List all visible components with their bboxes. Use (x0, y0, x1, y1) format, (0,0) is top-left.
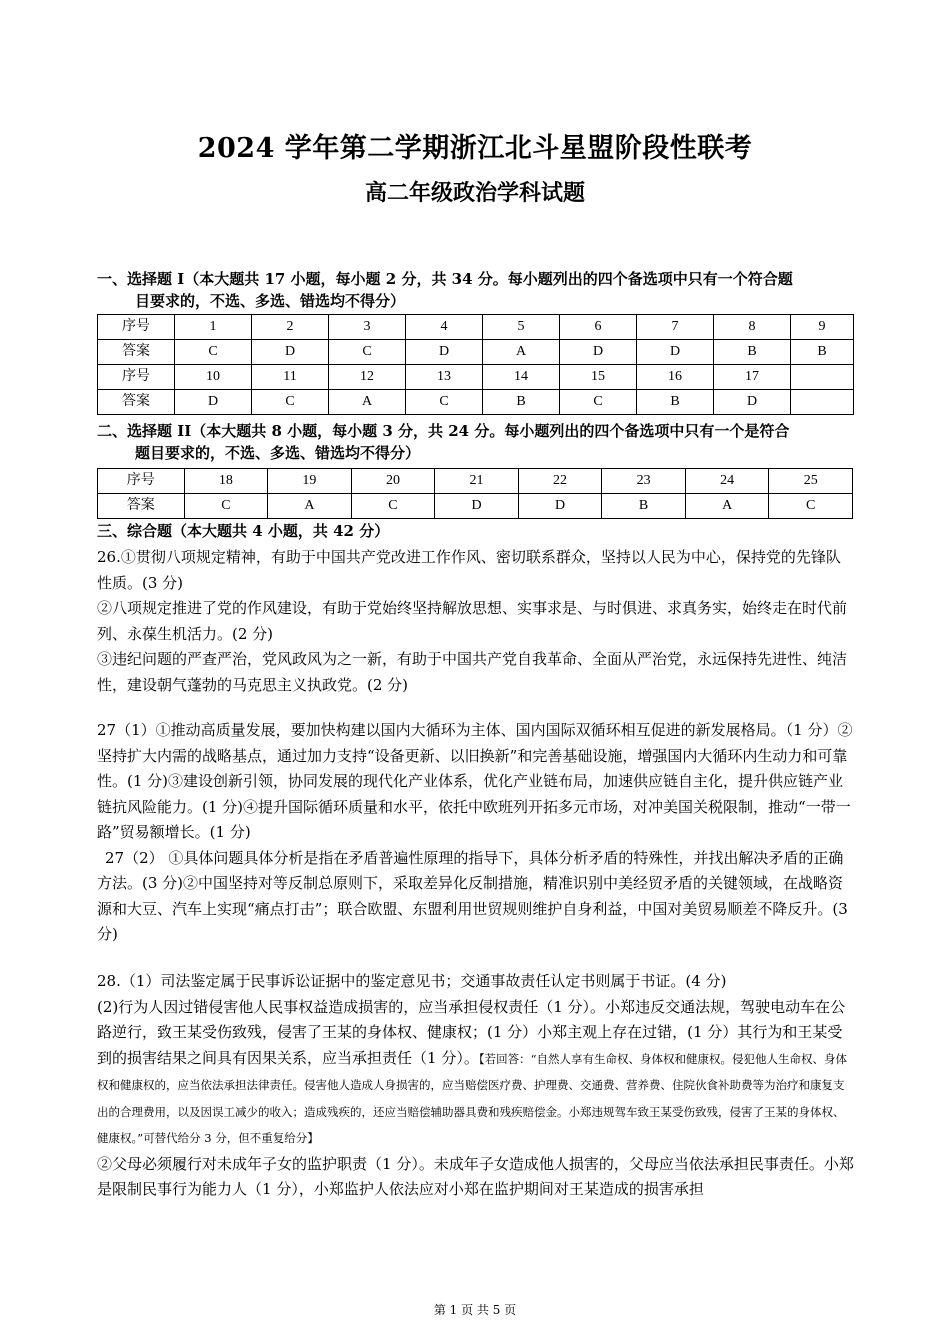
table2-cell: 19 (268, 469, 352, 494)
table1-cell: 1 (175, 315, 252, 340)
section1-heading (97, 268, 857, 312)
table2-cell: 21 (435, 469, 519, 494)
question-26 (97, 545, 855, 698)
table1-row (98, 365, 854, 390)
table1-cell: B (714, 340, 791, 365)
table1-row-label: 答案 (98, 390, 175, 415)
table1-cell: 15 (560, 365, 637, 390)
table1-cell: 2 (252, 315, 329, 340)
table2-cell: A (268, 494, 352, 519)
table1-cell (791, 365, 854, 390)
table1-cell: C (406, 390, 483, 415)
section3-heading: 三、综合题（本大题共 4 小题，共 42 分） (97, 522, 390, 540)
q26-point-2: ②八项规定推进了党的作风建设，有助于党始终坚持解放思想、实事求是、与时俱进、求真务实，始终走在时代前列、永葆生机活力。(2 分) (97, 599, 848, 643)
table2-cell: C (769, 494, 853, 519)
q27-part-2: 27（2） ①具体问题具体分析是指在矛盾普遍性原理的指导下，具体分析矛盾的特殊性，并找出解决矛盾的正确方法。(3 分)②中国坚持对等反制总原则下，采取差异化反制措施，精准识别中美经贸矛盾的关键领域，在战略资源和大豆、汽车上实现“痛点打击”；联合欧盟、东盟利用世贸规则维护自身利益，中国对美贸易顺差不降反升。(3 分) (97, 848, 848, 943)
table1-cell: 6 (560, 315, 637, 340)
question-27 (97, 718, 855, 948)
table1-cell: 10 (175, 365, 252, 390)
table1-cell: A (483, 340, 560, 365)
table2-cell: C (351, 494, 435, 519)
document-title: 2024 学年第二学期浙江北斗星盟阶段性联考 (197, 133, 753, 164)
section2-heading-line1: 二、选择题 II（本大题共 8 小题，每小题 3 分，共 24 分。每小题列出的四个备选项中只有一个是符合 (97, 422, 790, 440)
table1-cell: B (791, 340, 854, 365)
table1-cell: 12 (329, 365, 406, 390)
section2-heading-line2: 题目要求的，不选、多选、错选均不得分） (135, 444, 421, 462)
table1-cell: 9 (791, 315, 854, 340)
table1-cell: D (714, 390, 791, 415)
table2-cell: A (685, 494, 769, 519)
q27-part-1: 27（1）①推动高质量发展，要加快构建以国内大循环为主体、国内国际双循环相互促进的新发展格局。（1 分）②坚持扩大内需的战略基点，通过加力支持“设备更新、以旧换新”和完善基础设施，增强国内大循环内生动力和可靠性。(1 分)③建设创新引领，协同发展的现代化产业体系，优化产业链布局，加速供应链自主化，提升供应链产业链抗风险能力。(1 分)④提升国际循环质量和水平，依托中欧班列开拓多元市场，对冲美国关税限制，推动“一带一路”贸易额增长。(1 分) (97, 721, 853, 841)
section1-heading-line1: 一、选择题 I（本大题共 17 小题，每小题 2 分，共 34 分。每小题列出的四个备选项中只有一个符合题 (97, 270, 793, 288)
table1-cell: B (483, 390, 560, 415)
table2-row (98, 494, 853, 519)
table1-cell: D (406, 340, 483, 365)
table2-cell: 23 (602, 469, 686, 494)
table1-cell: D (252, 340, 329, 365)
table1-cell: A (329, 390, 406, 415)
answer-table-2 (97, 468, 853, 519)
q28-part-1: 28.（1）司法鉴定属于民事诉讼证据中的鉴定意见书；交通事故责任认定书则属于书证。(4 分) (97, 972, 727, 990)
table2-cell: 18 (184, 469, 268, 494)
table1-cell: C (252, 390, 329, 415)
table2-cell: D (435, 494, 519, 519)
table2-cell: C (184, 494, 268, 519)
table1-row-label: 序号 (98, 315, 175, 340)
table1-row (98, 315, 854, 340)
q28-part-3: ②父母必须履行对未成年子女的监护职责（1 分）。未成年子女造成他人损害的，父母应当依法承担民事责任。小郑是限制民事行为能力人（1 分），小郑监护人依法应对小郑在监护期间对王某造成的损害承担 (97, 1154, 854, 1198)
table1-cell: 17 (714, 365, 791, 390)
table1-cell: 14 (483, 365, 560, 390)
table1-row (98, 390, 854, 415)
q28-part-2 (97, 995, 855, 1152)
table1-row (98, 340, 854, 365)
q26-point-1: 26.①贯彻八项规定精神，有助于中国共产党改进工作作风、密切联系群众，坚持以人民为中心，保持党的先锋队性质。(3 分) (97, 548, 841, 592)
section2-heading (97, 420, 857, 464)
table2-cell: 24 (685, 469, 769, 494)
table1-cell: B (637, 390, 714, 415)
table1-row-label: 答案 (98, 340, 175, 365)
table1-cell: D (637, 340, 714, 365)
table1-cell: 7 (637, 315, 714, 340)
table1-cell: C (560, 390, 637, 415)
section1-heading-line2: 目要求的，不选、多选、错选均不得分） (135, 292, 406, 310)
table2-row-label: 序号 (98, 469, 185, 494)
table1-cell: 8 (714, 315, 791, 340)
q28-part-2-main: (2)行为人因过错侵害他人民事权益造成损害的，应当承担侵权责任（1 分）。小郑违反交通法规，驾驶电动车在公路逆行，致王某受伤致残，侵害了王某的身体权、健康权；(1 分）小郑主观上存在过错，(1 分）其行为和王某受到的损害结果之间具有因果关系，应当承担责任（1 分）。 (97, 997, 846, 1067)
table1-cell: 13 (406, 365, 483, 390)
table1-cell: 11 (252, 365, 329, 390)
question-28 (97, 969, 855, 1203)
table2-cell: 25 (769, 469, 853, 494)
table2-cell: 22 (518, 469, 602, 494)
q28-part-2-note: 【若回答：“自然人享有生命权、身体权和健康权。侵犯他人生命权、身体权和健康权的，应当依法承担法律责任。侵害他人造成人身损害的，应当赔偿医疗费、护理费、交通费、营养费、住院伙食补助费等为治疗和康复支出的合理费用，以及因误工减少的收入；造成残疾的，还应当赔偿辅助器具费和残疾赔偿金。小郑违规驾车致王某受伤致残，侵害了王某的身体权、健康权。”可替代给分 3 分，但不重复给分】 (97, 1051, 847, 1145)
table2-cell: 20 (351, 469, 435, 494)
table2-row-label: 答案 (98, 494, 185, 519)
table1-cell: 4 (406, 315, 483, 340)
table1-row-label: 序号 (98, 365, 175, 390)
table1-cell: D (560, 340, 637, 365)
table1-cell: D (175, 390, 252, 415)
page-footer: 第 1 页 共 5 页 (433, 1303, 517, 1317)
table1-cell: 16 (637, 365, 714, 390)
table2-row (98, 469, 853, 494)
table2-cell: B (602, 494, 686, 519)
table1-cell: C (175, 340, 252, 365)
answer-table-1 (97, 314, 854, 415)
table1-cell: 5 (483, 315, 560, 340)
table1-cell: 3 (329, 315, 406, 340)
table2-cell: D (518, 494, 602, 519)
table1-cell: C (329, 340, 406, 365)
q26-point-3: ③违纪问题的严查严治，党风政风为之一新，有助于中国共产党自我革命、全面从严治党，永远保持先进性、纯洁性，建设朝气蓬勃的马克思主义执政党。(2 分) (97, 650, 848, 694)
document-subtitle: 高二年级政治学科试题 (364, 180, 585, 206)
table1-cell (791, 390, 854, 415)
